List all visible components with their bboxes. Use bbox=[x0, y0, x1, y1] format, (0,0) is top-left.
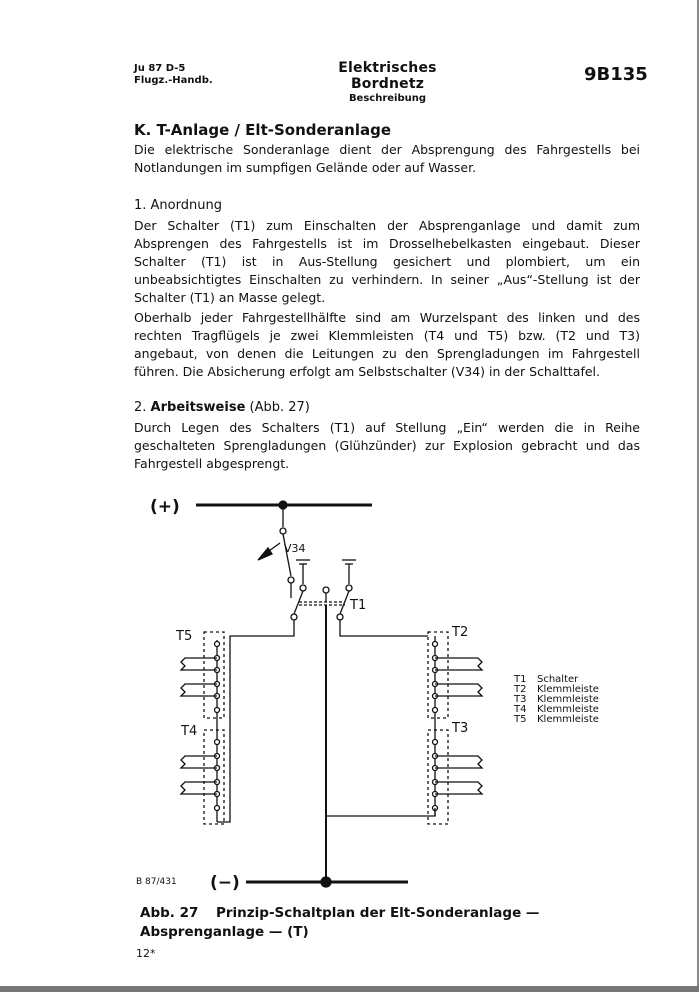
minus-terminal-label: (−) bbox=[210, 873, 240, 893]
ground-symbol-right bbox=[342, 560, 356, 584]
v34-label: V34 bbox=[284, 542, 306, 555]
anordnung-paragraph-2: Oberhalb jeder Fahrgestellhälfte sind am Wurzelspant des linken und des rechten Tragflügels je zwei Klemmleisten (T4 und T5) bzw. (T2 und T3) angebaut, von denen die Leitungen zu den Sprengladungen im Fahrgestell führen. Die Absicherung erfolgt am Selbstschalter (V34) in der Schalttafel. bbox=[134, 310, 640, 379]
right-feed-wire bbox=[340, 620, 428, 636]
t3-label: T3 bbox=[452, 721, 469, 736]
legend-code-4: T4 bbox=[514, 704, 527, 715]
anordnung-heading: 1. Anordnung bbox=[134, 198, 222, 213]
arbeitsweise-title: Arbeitsweise bbox=[150, 400, 246, 415]
header-title: Elektrisches Bordnetz bbox=[338, 60, 437, 92]
figure-caption bbox=[140, 904, 650, 942]
section-intro: Die elektrische Sonderanlage dient der Absprengung des Fahrgestells bei Notlandungen im sumpfigen Gelände oder auf Wasser. bbox=[134, 142, 640, 175]
legend-text-4: Klemmleiste bbox=[537, 704, 599, 715]
switch-t1 bbox=[291, 585, 352, 620]
figure-number: Abb. 27 bbox=[140, 905, 199, 921]
legend-code-5: T5 bbox=[514, 714, 527, 725]
plus-terminal-label: (+) bbox=[150, 497, 180, 517]
minus-junction bbox=[321, 877, 331, 887]
arbeitsweise-figure-ref: (Abb. 27) bbox=[249, 400, 310, 415]
header-subtitle: Beschreibung bbox=[348, 93, 427, 104]
legend-code-3: T3 bbox=[514, 694, 527, 705]
left-feed-wire bbox=[217, 620, 294, 822]
t5-label: T5 bbox=[176, 629, 193, 644]
terminal-strip-t2 bbox=[428, 632, 482, 718]
scan-edge bbox=[0, 986, 699, 992]
t2-label: T2 bbox=[452, 625, 469, 640]
legend-text-3: Klemmleiste bbox=[537, 694, 599, 705]
legend-text-2: Klemmleiste bbox=[537, 684, 599, 695]
header-manual: Flugz.-Handb. bbox=[134, 75, 213, 86]
figure-ref-code: B 87/431 bbox=[136, 877, 177, 887]
t4-label: T4 bbox=[181, 724, 198, 739]
ground-symbol-left bbox=[296, 560, 310, 584]
legend-text-1: Schalter bbox=[537, 674, 579, 685]
section-title: K. T-Anlage / Elt-Sonderanlage bbox=[134, 121, 392, 139]
terminal-strip-t5 bbox=[181, 632, 224, 718]
arbeitsweise-paragraph: Durch Legen des Schalters (T1) auf Stellung „Ein“ werden die in Reihe geschalteten Sprengladungen (Glühzünder) zur Explosion gebracht und das Fahrgestell abgesprengt. bbox=[134, 420, 640, 471]
arbeitsweise-number: 2. bbox=[134, 400, 147, 415]
header-page-code: 9B135 bbox=[584, 64, 648, 85]
header-aircraft: Ju 87 D-5 bbox=[134, 63, 186, 74]
page-number: 12* bbox=[136, 947, 156, 960]
figure-title: Prinzip-Schaltplan der Elt-Sonderanlage — Absprenganlage — (T) bbox=[140, 905, 540, 940]
legend-text-5: Klemmleiste bbox=[537, 714, 599, 725]
diagram-legend bbox=[513, 674, 599, 725]
legend-code-2: T2 bbox=[514, 684, 527, 695]
t1-label: T1 bbox=[350, 598, 367, 613]
legend-code-1: T1 bbox=[514, 674, 527, 685]
anordnung-paragraph-1: Der Schalter (T1) zum Einschalten der Absprenganlage und damit zum Absprengen des Fahrgestells ist im Drosselhebelkasten eingebaut. Dieser Schalter (T1) ist in Aus-Stellung gesichert und plombiert, um ein unbeabsichtigtes Einschalten zu verhindern. In seiner „Aus“-Stellung ist der Schalter (T1) an Masse gelegt. bbox=[134, 218, 640, 305]
